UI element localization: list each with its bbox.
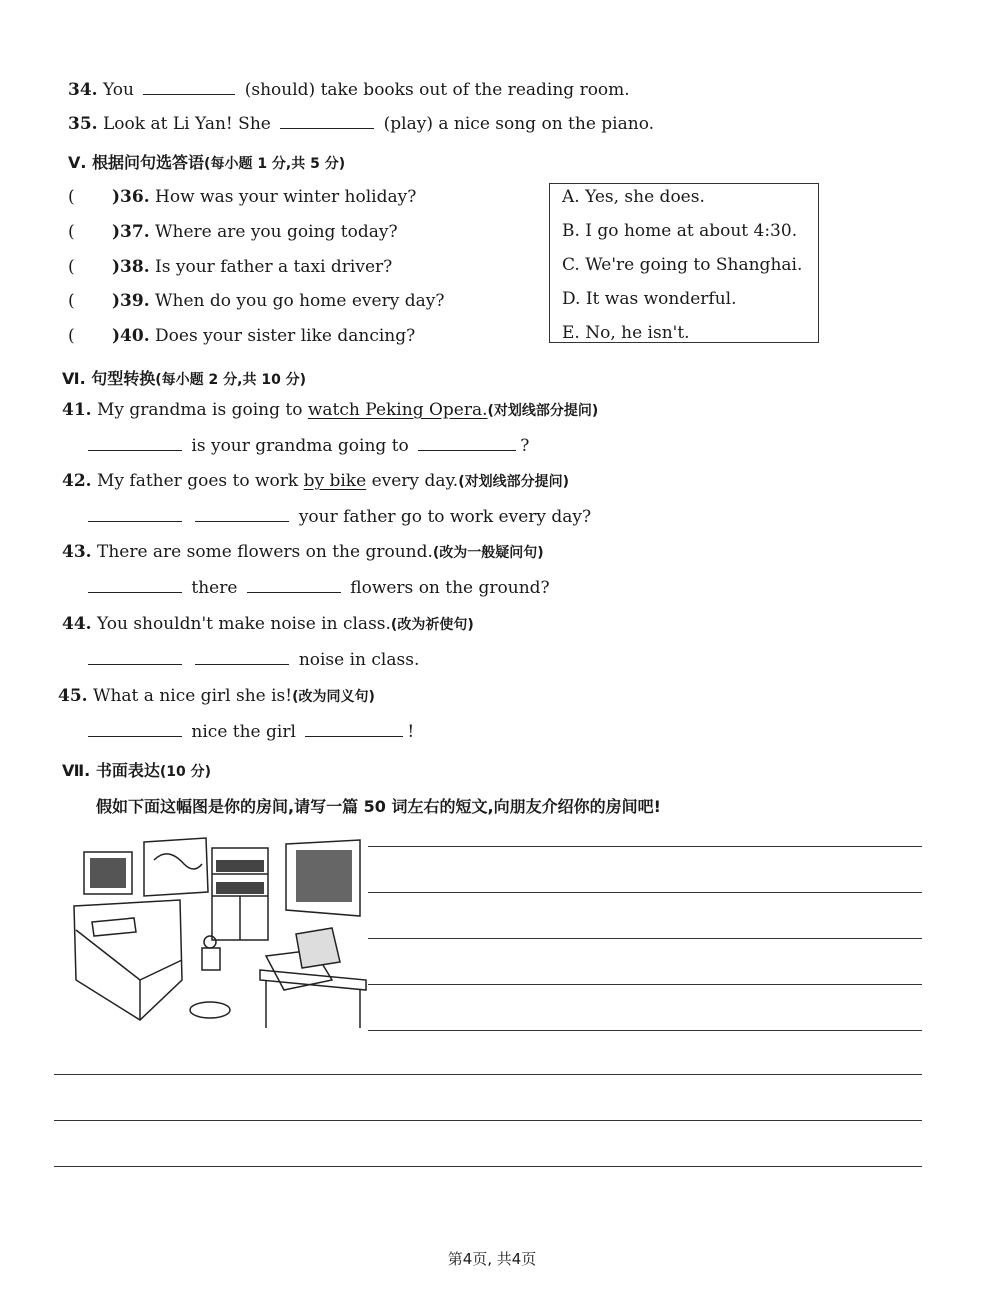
underlined-phrase: watch Peking Opera. (307, 400, 488, 420)
question-34 (68, 80, 630, 100)
bedroom-illustration (70, 830, 370, 1030)
answer-text: flowers on the ground? (350, 578, 550, 598)
page-number: 第4页, 共4页 (447, 1250, 537, 1268)
answer-options-box (549, 183, 819, 343)
underlined-phrase: by bike (303, 471, 367, 491)
question-44 (62, 614, 474, 634)
instruction-note: (对划线部分提问) (487, 403, 599, 419)
question-38 (68, 257, 392, 277)
question-37 (68, 222, 398, 242)
question-text: When do you go home every day? (155, 291, 445, 311)
answer-paren[interactable]: ( (68, 257, 75, 277)
section-6-heading (62, 366, 306, 389)
answer-text: nice the girl (191, 722, 296, 742)
writing-line[interactable] (54, 1120, 922, 1121)
answer-blank[interactable] (305, 722, 403, 737)
answer-blank[interactable] (88, 578, 182, 593)
answer-text: noise in class. (298, 650, 420, 670)
section-5-heading (68, 150, 345, 173)
question-text: What a nice girl she is! (92, 686, 293, 706)
question-35 (68, 114, 654, 134)
answer-line-44 (88, 650, 419, 670)
question-number: )36. (112, 187, 150, 207)
question-number: 34. (68, 80, 98, 100)
answer-option-a: A. Yes, she does. (562, 187, 705, 207)
question-text: Is your father a taxi driver? (155, 257, 393, 277)
question-40 (68, 326, 415, 346)
answer-blank[interactable] (418, 436, 516, 451)
answer-blank[interactable] (88, 650, 182, 665)
section-note: (每小题 1 分,共 5 分) (204, 156, 346, 172)
question-text: (play) a nice song on the piano. (383, 114, 655, 134)
writing-line[interactable] (368, 892, 922, 893)
question-36 (68, 187, 416, 207)
question-number: 41. (62, 400, 92, 420)
instruction-note: (改为一般疑问句) (432, 545, 544, 561)
question-39 (68, 291, 444, 311)
instruction-note: (对划线部分提问) (458, 474, 570, 490)
question-text: Where are you going today? (155, 222, 398, 242)
answer-option-e: E. No, he isn't. (562, 323, 690, 343)
answer-text: is your grandma going to (191, 436, 409, 456)
answer-paren[interactable]: ( (68, 326, 75, 346)
question-text: (should) take books out of the reading room. (244, 80, 630, 100)
answer-blank[interactable] (247, 578, 341, 593)
answer-text: there (191, 578, 238, 598)
question-text: Does your sister like dancing? (155, 326, 416, 346)
section-note: (10 分) (159, 764, 211, 780)
answer-text: ! (407, 722, 415, 742)
answer-blank[interactable] (88, 436, 182, 451)
answer-option-c: C. We're going to Shanghai. (562, 255, 803, 275)
question-text: How was your winter holiday? (155, 187, 417, 207)
writing-line[interactable] (368, 846, 922, 847)
answer-paren[interactable]: ( (68, 187, 75, 207)
answer-line-43 (88, 578, 550, 598)
answer-text: ? (520, 436, 530, 456)
question-43 (62, 542, 544, 562)
writing-line[interactable] (368, 984, 922, 985)
question-text: Look at Li Yan! She (102, 114, 271, 134)
question-text: every day. (371, 471, 459, 491)
answer-paren[interactable]: ( (68, 291, 75, 311)
question-text: There are some flowers on the ground. (96, 542, 433, 562)
section-title: Ⅶ. 书面表达 (62, 761, 160, 780)
answer-blank[interactable] (143, 80, 235, 95)
section-note: (每小题 2 分,共 10 分) (155, 372, 307, 388)
section-title: Ⅴ. 根据问句选答语 (68, 153, 205, 172)
instruction-note: (改为祈使句) (390, 617, 474, 633)
question-number: )37. (112, 222, 150, 242)
answer-line-42 (88, 507, 591, 527)
question-number: 35. (68, 114, 98, 134)
question-text: You (102, 80, 134, 100)
question-number: 44. (62, 614, 92, 634)
question-number: 42. (62, 471, 92, 491)
instruction-note: (改为同义句) (292, 689, 375, 705)
answer-option-d: D. It was wonderful. (562, 289, 737, 309)
answer-line-45 (88, 722, 414, 742)
question-number: )38. (112, 257, 150, 277)
writing-prompt: 假如下面这幅图是你的房间,请写一篇 50 词左右的短文,向朋友介绍你的房间吧! (96, 797, 661, 816)
desk-icon (260, 970, 366, 990)
question-42 (62, 471, 569, 491)
question-number: 45. (58, 686, 88, 706)
question-text: My grandma is going to (96, 400, 303, 420)
question-number: )40. (112, 326, 150, 346)
answer-blank[interactable] (88, 722, 182, 737)
lamp-icon (202, 948, 220, 970)
answer-blank[interactable] (280, 114, 374, 129)
writing-line[interactable] (54, 1166, 922, 1167)
answer-text: your father go to work every day? (298, 507, 592, 527)
question-number: 43. (62, 542, 92, 562)
answer-option-b: B. I go home at about 4:30. (562, 221, 798, 241)
question-45 (58, 686, 375, 706)
question-text: My father goes to work (96, 471, 299, 491)
rug-icon (190, 1002, 230, 1018)
section-7-heading (62, 758, 211, 781)
question-text: You shouldn't make noise in class. (96, 614, 391, 634)
writing-line[interactable] (368, 938, 922, 939)
answer-blank[interactable] (195, 507, 289, 522)
writing-line[interactable] (54, 1074, 922, 1075)
answer-paren[interactable]: ( (68, 222, 75, 242)
answer-blank[interactable] (88, 507, 182, 522)
answer-line-41 (88, 436, 529, 456)
writing-line[interactable] (368, 1030, 922, 1031)
question-41 (62, 400, 598, 420)
answer-blank[interactable] (195, 650, 289, 665)
section-title: Ⅵ. 句型转换 (62, 369, 156, 388)
question-number: )39. (112, 291, 150, 311)
